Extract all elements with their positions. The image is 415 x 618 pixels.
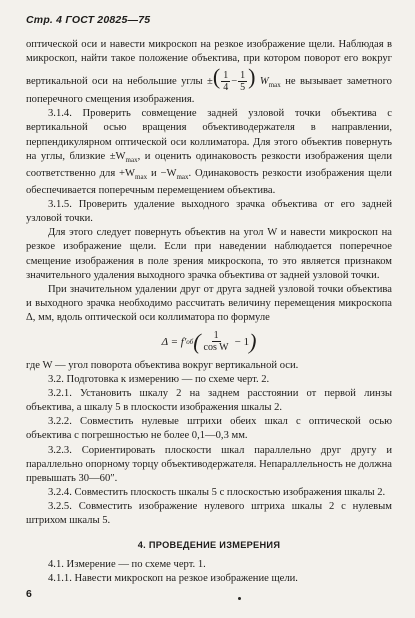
paragraph-3-1-4: 3.1.4. Проверить совмещение задней узловой точки объектива с вертикальной осью вращения объективодержателя в направлении, перпендикулярном оптической оси коллиматора. Для этого объектив повернуть на углы, близкие $\pm W_{max}$, и оценить одинаковость резкости изображения щели соответственно для $+W_{max}$ $и -W_{max}$. Одинаковость резкости изображения щели обеспечивается поперечным перемещением объектива. [26,108,392,197]
paragraph-text: где W — угол поворота объектива вокруг вертикальной оси. [26,359,299,371]
paragraph-3-2-2: 3.2.2. Совместить нулевые штрихи обеих шкал с оптической осью объектива с погрешностью не более 0,1—0,3 мм. [26,416,392,442]
section-heading: 4. ПРОВЕДЕНИЕ ИЗМЕРЕНИЯ [137,540,281,551]
paragraph-3-2-3: 3.2.3. Сориентировать плоскости шкал параллельно друг другу и параллельно опорному торцу объективодержателя. Непараллельность не должна превышать 30—60″. [26,444,392,484]
paragraph-4-1-1: 4.1.1. Навести микроскоп на резкое изображение щели. [48,573,298,585]
paragraph-4-1: 4.1. Измерение — по схеме черт. 1. [48,559,206,571]
page-header: Стр. 4 ГОСТ 20825—75 [26,14,151,26]
paragraph-text: оптической оси и навести микроскоп на резкое изображение щели. Наблюдая в микроскоп, найти такое положение объектива, при котором поворот его вокруг вертикальной оси на небольшие углы ± [26,39,392,88]
print-speck [238,597,241,600]
paragraph-3-1-5: 3.1.5. Проверить удаление выходного зрачка объектива от его задней узловой точки. [26,199,392,225]
formula: Δ = f′ об ( $\frac{1}{\text{cos W}}$ − 1 ) [161,328,257,354]
paragraph-3-2: 3.2. Подготовка к измерению — по схеме черт. 2. [48,374,270,386]
paragraph-text: При значительном удалении друг от друга задней узловой точки объектива и выходного зрачка необходимо рассчитать величину перемещения микроскопа Δ, мм, вдоль оптической оси коллиматора по формуле [26,283,392,323]
symbol-w: W [259,76,269,88]
paragraph-text: Для этого следует повернуть объектив на угол W и навести микроскоп на резкое изображение щели. Если при наведении наблюдается поперечное смещение изображения в поле зрения микроскопа, то это является признаком значительного удаления выходного зрачка объектива от задней узловой точки. [26,227,392,281]
paragraph-text: не вызывает заметного поперечного смещения изображения. [26,76,392,106]
document-body [26,38,392,586]
paragraph-3-2-4: 3.2.4. Совместить плоскость шкалы 5 с плоскостью изображения шкалы 2. [48,486,386,498]
paragraph-3-2-1: 3.2.1. Установить шкалу 2 на заднем расстоянии от первой линзы объектива, а шкалу 5 в плоскости изображения шкалы 2. [26,388,392,414]
page-number: 6 [26,588,32,600]
fraction: $\frac{1}{\text{cos W}}$ [203,330,229,354]
paragraph-3-2-5: 3.2.5. Совместить изображение нулевого штриха шкалы 2 с нулевым штрихом шкалы 5. [26,500,392,526]
paragraph-continuation: оптической оси и навести микроскоп на резкое изображение щели. Наблюдая в микроскоп, найти такое положение объектива, при котором поворот его вокруг вертикальной оси на небольшие углы ±( $\frac{1}{4}$ − $\frac{1}{5}$ ) $W_{max}$ не вызывает заметного поперечного смещения изображения. [26,39,392,106]
fraction: $\frac{1}{5}$ [240,70,246,94]
fraction: $\frac{1}{4}$ [223,70,229,94]
